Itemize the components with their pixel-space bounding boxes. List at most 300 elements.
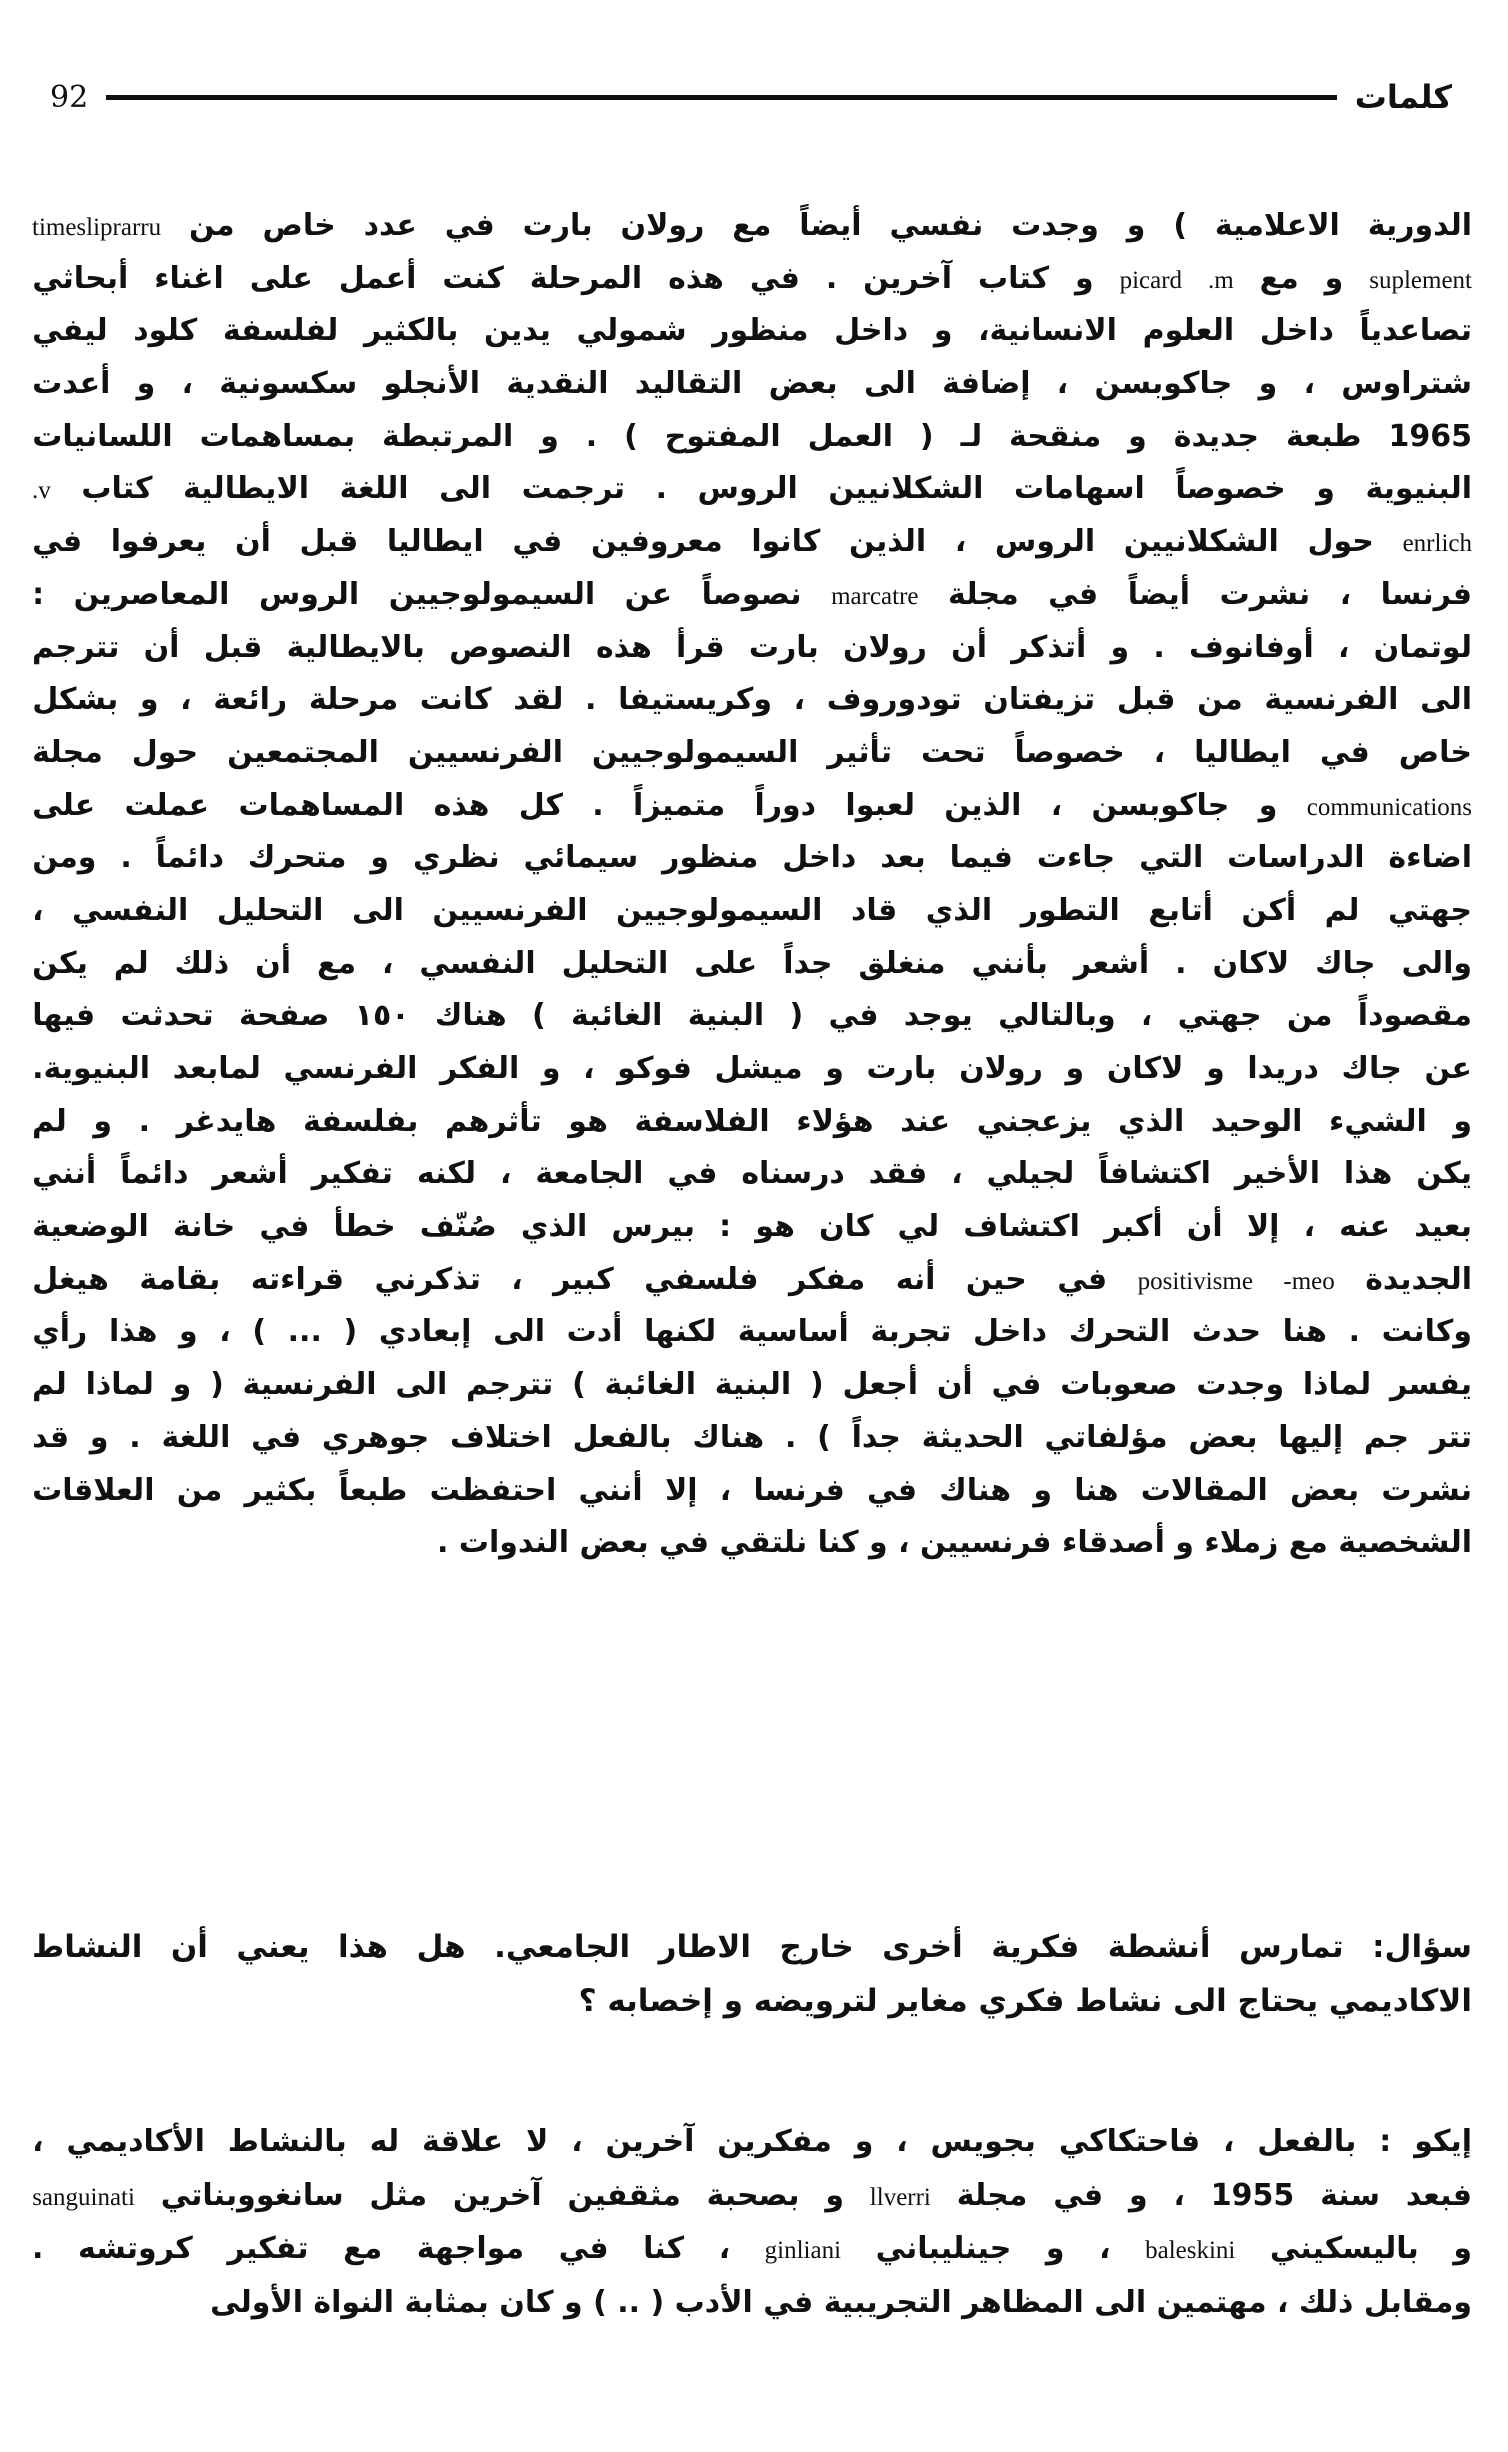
text-line	[32, 1096, 1472, 1149]
text-line	[32, 411, 1472, 464]
word: ،	[1153, 734, 1166, 770]
word: ،	[181, 366, 193, 402]
word: و	[1258, 787, 1278, 823]
journal-name: كلمات	[1354, 78, 1452, 116]
word: لكنها	[644, 1314, 717, 1350]
word: الفرنسية	[242, 1367, 377, 1403]
word: هناك	[939, 1472, 1012, 1508]
word: marcatre	[831, 582, 919, 610]
word: الذي	[520, 1209, 588, 1245]
word: الفرنسية	[1264, 682, 1399, 718]
word: بالفعل	[572, 1419, 672, 1455]
word: بصحبة	[706, 2177, 800, 2213]
word: كتاب	[977, 260, 1050, 296]
word: بأنني	[971, 945, 1048, 981]
word: ،	[511, 1261, 523, 1297]
word: و	[1258, 366, 1278, 402]
word: رأي	[32, 1314, 88, 1350]
header-rule	[106, 95, 1337, 100]
word: النقدية	[506, 366, 609, 402]
word: .	[825, 260, 838, 296]
word: طبعاً	[338, 1472, 408, 1508]
word: sanguinati	[32, 2183, 135, 2211]
word: هذه	[433, 787, 490, 823]
word: الى	[439, 471, 492, 507]
word: و	[933, 313, 953, 349]
word: سكسونية	[219, 366, 358, 402]
word: طبعة	[1285, 418, 1362, 454]
word: مجلة	[948, 576, 1019, 612]
text-line	[32, 938, 1472, 991]
word: النفسي	[72, 892, 189, 928]
word: على	[32, 787, 96, 823]
word: نظري	[412, 840, 500, 876]
word: داخل	[834, 313, 909, 349]
word: الروس	[258, 576, 360, 612]
word: ،	[1303, 1209, 1315, 1245]
word: آخرين	[863, 260, 952, 296]
word: الوضعية	[32, 1209, 149, 1245]
word: جاك	[1315, 945, 1376, 981]
word: أكن	[1241, 892, 1297, 928]
word: لم	[113, 945, 149, 981]
word: ليفي	[32, 313, 108, 349]
word: llverri	[869, 2183, 931, 2211]
word: أتذكر	[1011, 629, 1087, 665]
word: بالنشاط	[227, 2124, 347, 2159]
word: .	[120, 840, 132, 876]
word: الجديدة	[1365, 1261, 1472, 1297]
word: meo-	[1283, 1267, 1335, 1295]
word: داخل	[973, 1314, 1048, 1350]
word: بارت	[748, 629, 819, 665]
word: ،	[499, 1156, 512, 1192]
word: له	[369, 2124, 400, 2159]
word: أن	[951, 629, 988, 665]
word: أدت	[566, 1314, 623, 1350]
word: حول	[131, 734, 199, 770]
text-line	[32, 2222, 1472, 2276]
word: تفكير	[311, 1156, 393, 1192]
word: في	[259, 1209, 310, 1245]
word: احتفظت	[429, 1472, 557, 1508]
word: picard	[1119, 266, 1183, 294]
word: .	[585, 418, 598, 454]
word: لقد	[513, 682, 564, 718]
word: فبعد	[1405, 2177, 1472, 2213]
word: بارت	[522, 208, 593, 243]
word: تحت	[920, 734, 986, 770]
word: اللغة	[339, 471, 409, 507]
word: منظور	[662, 840, 759, 876]
word: متحرك	[247, 840, 347, 876]
word: الحديثة	[921, 1419, 1024, 1455]
word: الجامعي.	[494, 1929, 631, 1965]
word: تزيفتان	[983, 682, 1096, 718]
word: أن	[143, 629, 180, 665]
word: إبعادي	[378, 1314, 472, 1350]
word: وبالتالي	[998, 998, 1116, 1034]
word: اختلاف	[450, 1419, 552, 1455]
word: هناك	[692, 1419, 765, 1455]
word: يوجد	[903, 998, 973, 1034]
word: ،	[1140, 998, 1153, 1034]
interview-answer	[32, 2115, 1472, 2329]
text-line	[32, 1920, 1472, 1974]
word: بعد	[880, 840, 926, 876]
word: و	[136, 366, 156, 402]
word: هو	[568, 1103, 608, 1139]
word: أن	[255, 945, 291, 981]
word: بفلسفة	[302, 1103, 419, 1139]
word: الاعلامية	[1214, 208, 1340, 243]
word: فلسفي	[644, 1261, 759, 1297]
word: رائعة	[213, 682, 288, 718]
word: )	[817, 1419, 831, 1455]
word: و	[541, 1051, 561, 1086]
word: هذا	[108, 1314, 158, 1350]
word: أنني	[578, 1472, 643, 1508]
word: حين	[965, 1261, 1027, 1297]
word: جهتي	[1177, 998, 1262, 1034]
word: وجدت	[1011, 208, 1099, 243]
word: سيمائي	[523, 840, 639, 876]
word: في	[558, 2231, 609, 2266]
word: في	[667, 1156, 718, 1192]
word: أشعر	[1073, 945, 1150, 981]
word: و	[1128, 418, 1147, 454]
word: المفتوح	[664, 418, 781, 454]
word: و	[1453, 2231, 1472, 2266]
word: هنا	[1282, 1314, 1327, 1350]
word: enrlich	[1402, 530, 1472, 558]
text-line	[32, 1148, 1472, 1201]
word: :	[1379, 2124, 1392, 2159]
word: خاص	[1398, 734, 1472, 770]
word: (	[210, 1367, 224, 1403]
word: خطأ	[333, 1209, 396, 1245]
word: في	[749, 260, 800, 296]
word: (	[343, 1314, 358, 1350]
word: من	[176, 1472, 223, 1508]
word: مجلة	[956, 2177, 1028, 2213]
word: هؤلاء	[796, 1103, 874, 1139]
word: ايطاليا	[386, 524, 484, 560]
text-line	[32, 305, 1472, 358]
word: و	[825, 2177, 844, 2213]
word: ،	[719, 1472, 732, 1508]
word: أيضاً	[799, 208, 862, 243]
word: ،	[32, 892, 44, 928]
word: ،	[219, 1314, 231, 1350]
word: الدراسات	[1227, 840, 1365, 876]
word: أخرى	[882, 1929, 963, 1965]
word: تترجم	[465, 1367, 554, 1403]
word: السيمولوجيين	[388, 576, 596, 612]
text-line	[32, 832, 1472, 885]
word: السيمولوجيين	[616, 892, 823, 928]
word: لي	[897, 1209, 940, 1245]
word: المعاصرين	[73, 576, 230, 612]
word: الى	[351, 892, 404, 928]
word: في	[251, 1419, 302, 1455]
word: ،	[951, 1156, 963, 1192]
word: دائماً	[155, 840, 224, 876]
text-line	[32, 990, 1472, 1043]
word: )	[624, 418, 638, 454]
word: فقد	[868, 1156, 928, 1192]
word: عن	[624, 576, 673, 612]
word: وكانت	[1381, 1314, 1472, 1350]
word: ،	[381, 945, 394, 981]
word: آخرين	[452, 2177, 542, 2213]
word: الاطار	[658, 1929, 752, 1965]
word: النصوص	[449, 629, 572, 665]
word: الى	[863, 366, 916, 402]
word: التحرك	[1068, 1314, 1171, 1350]
text-line	[32, 2169, 1472, 2223]
text-line	[32, 516, 1472, 569]
word: )	[1173, 208, 1188, 243]
word: المجتمعين	[227, 734, 379, 770]
word: و	[89, 1419, 109, 1455]
word: تودوروف	[826, 682, 962, 718]
word: سؤال:	[1372, 1929, 1472, 1965]
word: و	[1453, 1103, 1472, 1139]
word: في	[991, 1367, 1042, 1403]
word: الذي	[925, 892, 993, 928]
word: في	[1053, 2177, 1104, 2213]
word: ميشل	[714, 1051, 803, 1086]
word: بكثير	[244, 1472, 317, 1508]
word: ،	[1338, 629, 1350, 665]
text-line: الاكاديمي يحتاج الى نشاط فكري مغاير لترويضه و إخصابه ؟	[578, 1983, 1472, 2019]
text-line	[32, 1465, 1472, 1518]
word: أن	[936, 1367, 973, 1403]
word: أتابع	[1148, 892, 1213, 928]
word: اكتشافاً	[1098, 1156, 1211, 1192]
word: ايطاليا	[1194, 734, 1291, 770]
word: العلوم	[1142, 313, 1235, 349]
word: جاكوبسن	[1091, 787, 1230, 823]
word: الجامعة	[535, 1156, 644, 1192]
word: .	[129, 1419, 141, 1455]
word: .	[1175, 945, 1187, 981]
word: جاءت	[1036, 840, 1116, 876]
word: 1965	[1388, 418, 1472, 454]
word: مع	[732, 208, 772, 243]
word: الذين	[849, 524, 927, 560]
word: هذه	[595, 629, 652, 665]
word: الفلاسفة	[634, 1103, 770, 1139]
word: و	[1074, 260, 1094, 296]
word: خصوصاً	[1014, 734, 1125, 770]
word: هيغل	[32, 1261, 109, 1297]
word: السيمولوجيين	[591, 734, 799, 770]
word: البنيوية	[1365, 471, 1472, 507]
word: منقحة	[1009, 418, 1102, 454]
word: البنيوية.	[32, 1051, 151, 1086]
word: في	[828, 998, 879, 1034]
word: اغناء	[154, 260, 224, 296]
word: النشاط	[32, 1929, 143, 1965]
word: المساهمات	[238, 787, 405, 823]
word: اسهامات	[1014, 471, 1145, 507]
word: ،	[1050, 787, 1063, 823]
text-line: ومقابل ذلك ، مهتمين الى المظاهر التجريبية في الأدب ( .. ) و كان بمثابة النواة الأولى	[210, 2284, 1472, 2320]
word: ،	[1223, 2124, 1235, 2159]
word: أبحاثي	[32, 260, 129, 296]
word: معروفين	[590, 524, 723, 560]
word: الذين	[944, 787, 1022, 823]
word: البنية	[687, 998, 765, 1034]
word: timesliprarru	[32, 214, 162, 241]
word: ،	[1339, 576, 1352, 612]
text-line	[32, 253, 1472, 306]
word: متميزاً	[633, 787, 726, 823]
text-line	[32, 885, 1472, 938]
word: تتر	[1429, 1419, 1472, 1455]
word: ترجمت	[521, 471, 626, 507]
word: الغائبة	[604, 1367, 696, 1403]
text-line	[32, 358, 1472, 411]
word: لاكان	[1106, 1051, 1184, 1086]
word: لمابعد	[172, 1051, 261, 1086]
word: مثل	[369, 2177, 428, 2213]
word: فكرية	[991, 1929, 1080, 1965]
word: قرأ	[676, 629, 725, 665]
word: التي	[1139, 840, 1204, 876]
word: بجويس	[930, 2124, 1036, 2159]
word: في	[1057, 1261, 1108, 1297]
word: مؤلفاتي	[1044, 1419, 1168, 1455]
word: لعبوا	[845, 787, 915, 823]
word: يكن	[32, 945, 88, 981]
word: قاد	[850, 892, 898, 928]
word: النفسي	[419, 945, 536, 981]
word: لماذا	[1302, 1367, 1372, 1403]
word: لم	[32, 1103, 67, 1139]
word: أن	[170, 1929, 208, 1965]
word: أعمل	[338, 260, 417, 296]
word: نشرت	[1219, 576, 1311, 612]
word: في	[1048, 576, 1099, 612]
word: (	[809, 1367, 824, 1403]
word: كتاب	[81, 471, 153, 507]
word: الى	[1420, 682, 1472, 718]
word: لماذا	[85, 1367, 154, 1403]
word: في	[1319, 734, 1370, 770]
word: .	[585, 682, 597, 718]
word: مقصوداً	[1357, 998, 1472, 1034]
text-line	[32, 200, 1472, 253]
word: التحليل	[561, 945, 669, 981]
word: و	[370, 840, 390, 876]
word: التقاليد	[634, 366, 743, 402]
word: في	[867, 1472, 918, 1508]
word: suplement	[1369, 266, 1472, 294]
word: وجدت	[1196, 1367, 1285, 1403]
word: يعني	[236, 1929, 310, 1965]
word: بعض	[1290, 1472, 1360, 1508]
word: حول	[1307, 524, 1374, 560]
text-line: الشخصية مع زملاء و أصدقاء فرنسيين ، و كنا نلتقي في بعض الندوات .	[437, 1525, 1472, 1561]
word: الايطالية	[182, 471, 310, 507]
word: فوكو	[617, 1051, 692, 1086]
word: تأثرهم	[444, 1103, 542, 1139]
word: و	[1110, 629, 1130, 665]
word: و	[825, 1051, 844, 1086]
word: عن	[1424, 1051, 1472, 1086]
word: ،	[32, 2124, 44, 2159]
word: الذي	[1117, 1103, 1185, 1139]
word: لاكان	[1212, 945, 1290, 981]
word: تأثير	[827, 734, 892, 770]
word: دوراً	[754, 787, 817, 823]
text-line	[32, 674, 1472, 727]
word: بقامة	[139, 1261, 221, 1297]
word: هو	[755, 1209, 795, 1245]
word: تحدثت	[120, 998, 214, 1034]
word: داخل	[1259, 313, 1334, 349]
word: شمولي	[576, 313, 687, 349]
word: هناك	[434, 998, 507, 1034]
word: .	[655, 471, 667, 507]
word: ،	[1056, 366, 1069, 402]
word: المرحلة	[529, 260, 643, 296]
word: :	[719, 1209, 732, 1245]
word: بعض	[1188, 1419, 1258, 1455]
word: فاحتكاكي	[1058, 2124, 1201, 2159]
word: الأنجلو	[383, 366, 481, 402]
word: جداً	[851, 1419, 901, 1455]
word: يكن	[1416, 1156, 1472, 1192]
word: لا	[526, 2124, 549, 2159]
word: ،	[1173, 2177, 1185, 2213]
word: داخل	[782, 840, 857, 876]
word: على	[694, 945, 758, 981]
text-line	[32, 1359, 1472, 1412]
word: خارج	[779, 1929, 854, 1965]
word: التطور	[1020, 892, 1120, 928]
word: بشكل	[32, 682, 119, 718]
word: كنا	[643, 2231, 685, 2266]
word: عند	[900, 1103, 951, 1139]
word: جوهري	[321, 1419, 430, 1455]
word: لجيلي	[986, 1156, 1075, 1192]
word: بالكثير	[363, 313, 459, 349]
word: تفكير	[227, 2231, 309, 2266]
word: أنشطة	[1107, 1929, 1211, 1965]
word: مع	[316, 945, 357, 981]
word: قبل	[1116, 682, 1176, 718]
word: كنت	[442, 260, 504, 296]
word: ،	[180, 682, 192, 718]
word: منظور	[712, 313, 809, 349]
word: الأكاديمي	[66, 2124, 205, 2159]
word: قد	[32, 1419, 70, 1455]
word: إليها	[1278, 1419, 1344, 1455]
word: اكتشاف	[963, 1209, 1080, 1245]
word: و	[93, 1103, 113, 1139]
word: الى	[493, 1314, 545, 1350]
word: و	[540, 418, 559, 454]
word: و	[1316, 471, 1335, 507]
word: الانسانية،	[978, 313, 1117, 349]
word: مع	[1259, 260, 1299, 296]
word: لـ	[960, 418, 983, 454]
word: من	[1286, 998, 1333, 1034]
